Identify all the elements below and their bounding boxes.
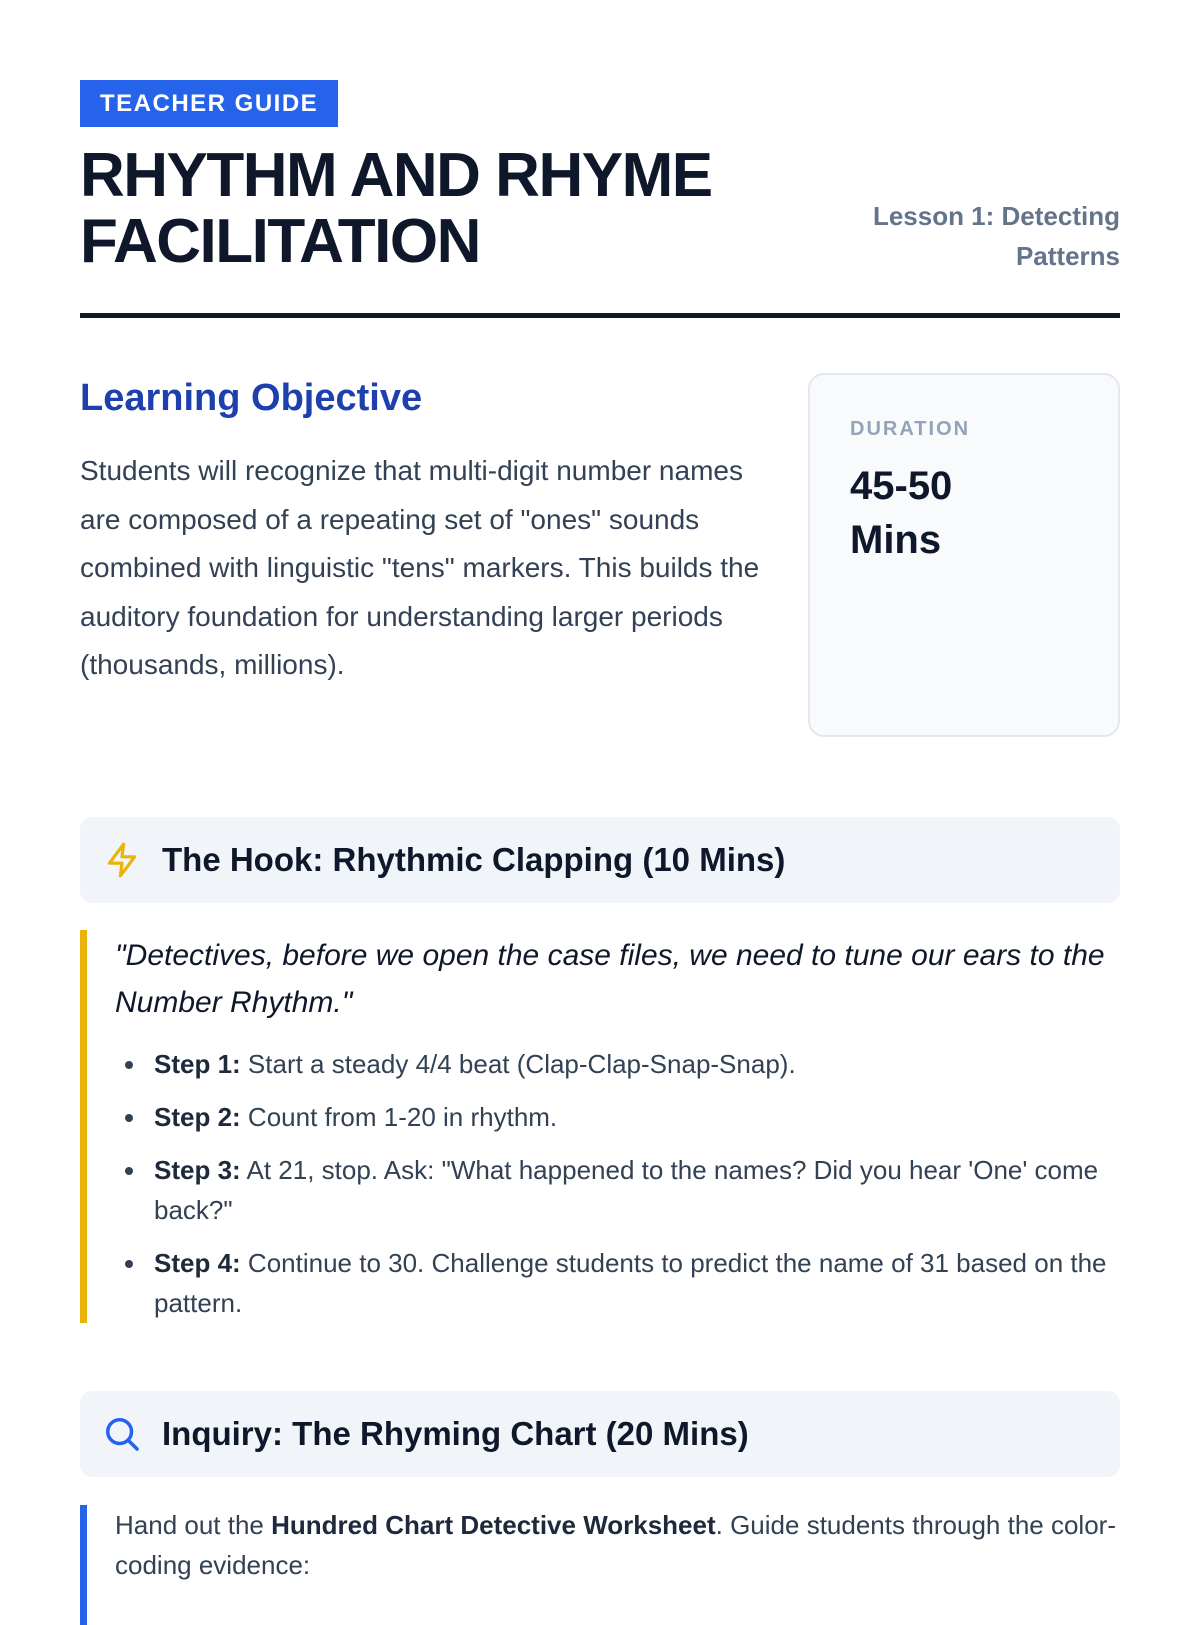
hook-quote: "Detectives, before we open the case files, we need to tune our ears to the Number Rhythm." <box>115 939 1105 1019</box>
step-label: Step 3: <box>154 1155 241 1185</box>
page-title: RHYTHM AND RHYME FACILITATION <box>80 141 712 276</box>
objective-column <box>80 373 760 737</box>
hook-section-header <box>80 817 1120 903</box>
inquiry-intro-after: . Guide students through the color-coding evidence: <box>115 1510 1116 1580</box>
hook-title: The Hook: Rhythmic Clapping (10 Mins) <box>162 841 786 878</box>
inquiry-title: Inquiry: The Rhyming Chart (20 Mins) <box>162 1415 749 1452</box>
inquiry-section-header <box>80 1391 1120 1477</box>
search-icon <box>102 1414 142 1454</box>
step-label: Step 1: <box>154 1049 241 1079</box>
inquiry-intro-before: Hand out the <box>115 1510 272 1540</box>
worksheet-name: Hundred Chart Detective Worksheet <box>271 1510 716 1540</box>
step-text: At 21, stop. Ask: "What happened to the names? Did you hear 'One' come back?" <box>154 1155 1099 1225</box>
hook-steps-list <box>115 1044 1120 1323</box>
list-item <box>115 1243 1120 1323</box>
page-header <box>80 143 1120 318</box>
lesson-subtitle: Lesson 1: Detecting Patterns <box>872 201 1120 271</box>
duration-value: 45-50 Mins <box>850 464 953 562</box>
duration-card <box>808 373 1120 737</box>
hook-body <box>80 930 1120 1323</box>
list-item <box>115 1097 1120 1137</box>
step-text: Count from 1-20 in rhythm. <box>247 1102 558 1132</box>
step-label: Step 4: <box>154 1248 241 1278</box>
step-label: Step 2: <box>154 1102 241 1132</box>
step-text: Continue to 30. Challenge students to predict the name of 31 based on the pattern. <box>154 1248 1107 1318</box>
lightning-icon <box>102 840 142 880</box>
objective-text: Students will recognize that multi-digit number names are composed of a repeating set of "ones" sounds combined with linguistic "tens" markers. This builds the auditory foundation for understanding larger periods (thousands, millions). <box>80 455 760 680</box>
objective-heading: Learning Objective <box>80 377 423 419</box>
duration-label: DURATION <box>850 418 971 440</box>
teacher-guide-badge: TEACHER GUIDE <box>80 80 338 127</box>
list-item <box>115 1150 1120 1230</box>
step-text: Start a steady 4/4 beat (Clap-Clap-Snap-Snap). <box>247 1049 796 1079</box>
list-item <box>115 1044 1120 1084</box>
inquiry-body <box>80 1505 1120 1625</box>
objective-section <box>80 373 1120 737</box>
inquiry-intro <box>115 1505 1120 1585</box>
